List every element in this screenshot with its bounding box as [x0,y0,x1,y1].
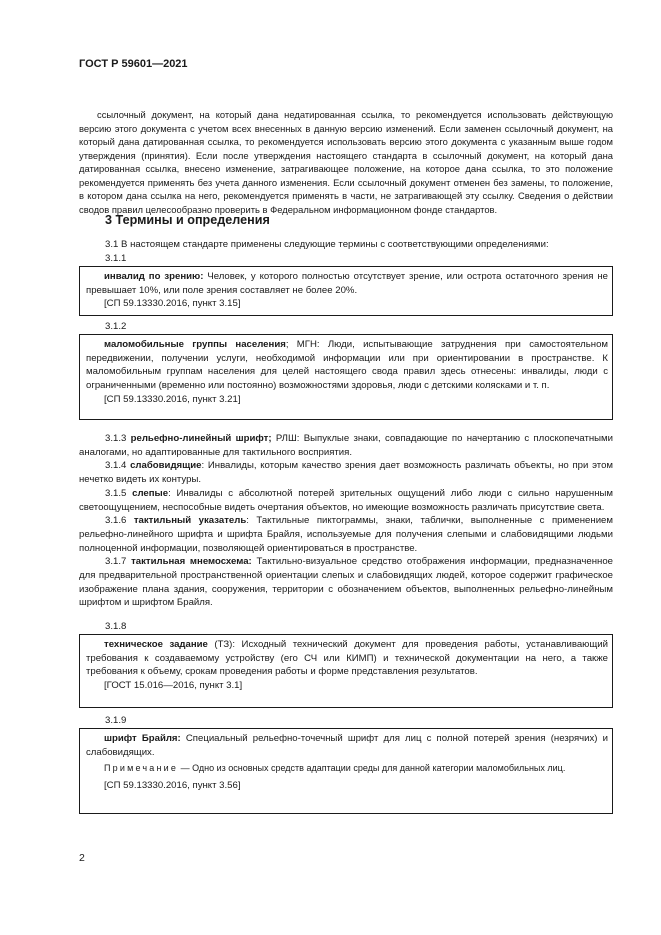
term-text: ; МГН: Люди, испытывающие затруднения при самостоятельном передвижении, получении услуги, необходимой информации или при ориентировании в пространстве. К маломобильным группам населения для целей настоящего свода правил здесь отнесены: инвалиды, люди с ограниченными (временно или постоянно) возможностями здоровья, люди с детскими колясками и т. п. [86,339,609,392]
clause-number-3-1-9: 3.1.9 [105,715,127,726]
term-name: маломобильные группы населения [104,339,286,350]
clause-3-1-7 [79,555,613,610]
clause-3-1-3 [79,432,613,459]
clause-number: 3.1.7 [105,556,127,568]
note-label: Примечание [104,763,179,774]
definitions-list [79,432,613,610]
term-definition [86,638,608,679]
clause-number-3-1-2: 3.1.2 [105,321,127,332]
clause-3-1: 3.1 В настоящем стандарте применены следующие термины с соответствующими определениями: [105,239,549,250]
term-text: Человек, у которого полностью отсутствует зрение, или острота остаточного зрения не превышает 10%, или поле зрения составляет не более 20%. [86,271,608,296]
clause-number-3-1-8: 3.1.8 [105,621,127,632]
term-name: слабовидящие [130,460,202,472]
term-name: тактильный указатель [133,515,247,527]
term-box-3-1-2 [79,334,613,420]
term-definition [86,732,608,759]
term-text: (ТЗ): Исходный технический документ для проведения работы, устанавливающий требования к создаваемому устройству (его СЧ или КИМП) и технической документации на него, а также требования к объему, срокам проведения работы и форме представления результатов. [86,639,608,678]
term-box-3-1-9 [79,728,613,814]
term-name: техническое задание [104,639,208,650]
section-title: 3 Термины и определения [105,213,270,227]
clause-number: 3.1.5 [105,487,127,499]
clause-number: 3.1.3 [105,433,127,444]
term-source: [СП 59.13330.2016, пункт 3.21] [104,393,241,405]
note-text: — Одно из основных средств адаптации среды для данной категории маломобильных лиц. [178,763,566,774]
term-box-3-1-1 [79,266,613,316]
clause-number: 3.1.4 [105,460,127,472]
term-definition [86,270,608,297]
term-text: : Инвалиды с абсолютной потерей зрительных ощущений либо люди с сильно нарушенным светоощущением, неспособные видеть очертания объектов, но имеющие возможность различать присутствие света. [79,487,614,513]
term-text: РЛШ: Выпуклые знаки, совпадающие по начертанию с плоскопечатными аналогами, но адаптированные для тактильного восприятия. [79,433,613,458]
clause-3-1-5 [79,487,613,514]
term-name: слепые [132,487,169,499]
term-box-3-1-8 [79,634,613,708]
term-name: шрифт Брайля: [104,733,181,744]
term-source: [СП 59.13330.2016, пункт 3.56] [104,780,241,792]
term-source: [ГОСТ 15.016—2016, пункт 3.1] [104,680,243,692]
term-name: рельефно-линейный шрифт; [130,433,272,444]
term-note [86,762,608,776]
clause-3-1-6 [79,514,613,555]
clause-number: 3.1.6 [105,515,127,527]
term-text: Специальный рельефно-точечный шрифт для лиц с полной потерей зрения (незрячих) и слабовидящих. [86,733,608,758]
clause-number-3-1-1: 3.1.1 [105,253,127,264]
term-text: Тактильно-визуальное средство отображения информации, предназначенное для предварительной пространственной ориентации слепых и слабовидящих людей, которое содержит графическое изображение плана здания, сооружения, территории с обозначением объектов, выполненных рельефно-линейным шрифтом и шрифтом Брайля. [79,556,613,609]
clause-3-1-4 [79,459,613,486]
term-source: [СП 59.13330.2016, пункт 3.15] [104,298,241,310]
term-text: : Тактильные пиктограммы, знаки, таблички, выполненные с применением рельефно-линейного шрифта и шрифта Брайля, используемые для получения слепыми и слабовидящими людьми полноценной информации, позволяющей ориентироваться в пространстве. [79,515,613,554]
term-text: : Инвалиды, которым качество зрения дает возможность различать объекты, но при этом нечетко видеть их контуры. [79,460,613,486]
term-definition [86,338,608,393]
intro-paragraph: ссылочный документ, на который дана недатированная ссылка, то рекомендуется использовать действующую версию этого документа с учетом всех внесенных в данную версию изменений. Если заменен ссылочный документ, на который дана датированная ссылка, то рекомендуется использовать версию этого документа с указанным выше годом утверждения (принятия). Если после утверждения настоящего стандарта в ссылочный документ, на который дана датированная ссылка, внесено изменение, затрагивающее положение, на которое дана ссылка, то это положение рекомендуется применять без учета данного изменения. Если ссылочный документ отменен без замены, то положение, в котором дана ссылка на него, рекомендуется применять в части, не затрагивающей эту ссылку. Сведения о действии сводов правил целесообразно проверить в Федеральном информационном фонде стандартов. [79,109,613,215]
term-name: тактильная мнемосхема: [131,556,252,568]
page-number: 2 [79,852,85,864]
term-name: инвалид по зрению: [104,271,204,282]
document-code: ГОСТ Р 59601—2021 [79,58,188,70]
